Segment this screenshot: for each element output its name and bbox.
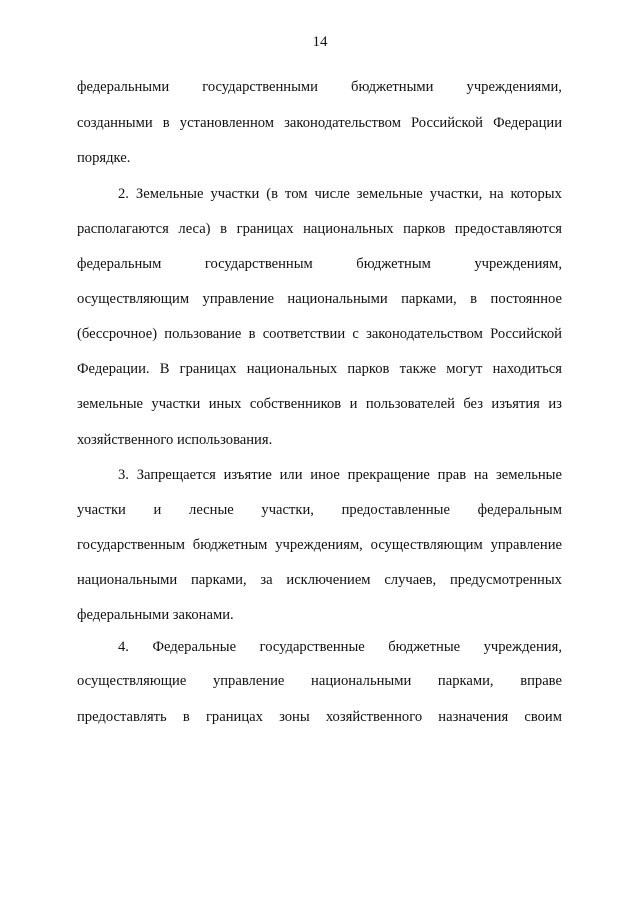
text-line — [118, 465, 562, 485]
word: изъятие — [223, 467, 272, 483]
word: учреждения, — [483, 639, 562, 655]
word: государственными — [202, 79, 318, 95]
page-number: 14 — [312, 34, 328, 50]
word: управление — [202, 291, 274, 307]
word: и — [153, 502, 162, 518]
word: за — [260, 572, 273, 588]
word: 2. — [118, 186, 129, 202]
word: учреждениям, — [474, 256, 562, 272]
word: которых — [510, 186, 562, 202]
word: федеральным — [477, 502, 562, 518]
word: 4. — [118, 639, 129, 655]
word: законодательством — [284, 115, 401, 131]
word: располагаются — [77, 221, 169, 237]
word: границах — [179, 361, 237, 377]
word: федеральным — [77, 256, 162, 272]
word: Федерации. — [77, 361, 150, 377]
word: собственников — [249, 396, 342, 412]
word: парков — [347, 361, 390, 377]
word: Запрещается — [136, 467, 216, 483]
word: границах — [205, 709, 263, 725]
word: парками, — [401, 291, 457, 307]
word: национальными — [77, 572, 178, 588]
word: прекращение — [347, 467, 430, 483]
word: участки — [77, 502, 126, 518]
word: В — [159, 361, 170, 377]
text-line: порядке. — [77, 150, 131, 166]
text-line — [77, 394, 562, 414]
word: пользователей — [365, 396, 455, 412]
word: земельные — [495, 467, 562, 483]
text-line — [77, 77, 562, 97]
word: участки — [210, 186, 260, 202]
word: соответствии — [262, 326, 346, 342]
word: учреждениям, — [275, 537, 363, 553]
word: с — [352, 326, 359, 342]
text-line — [77, 289, 562, 309]
word: (в — [266, 186, 279, 202]
word: в — [182, 709, 190, 725]
word: национальных — [303, 221, 394, 237]
text-line — [77, 671, 562, 691]
word: границах — [236, 221, 294, 237]
word: федеральными — [77, 79, 170, 95]
word: находиться — [492, 361, 562, 377]
word: земельные — [77, 396, 143, 412]
word: также — [399, 361, 437, 377]
word: назначения — [438, 709, 509, 725]
word: без — [463, 396, 483, 412]
word: Российской — [411, 115, 483, 131]
word: зоны — [279, 709, 310, 725]
text-line — [77, 570, 562, 590]
word: установленном — [179, 115, 275, 131]
word: предоставлять — [77, 709, 167, 725]
word: предусмотренных — [449, 572, 562, 588]
word: лесные — [189, 502, 234, 518]
word: государственным — [204, 256, 313, 272]
word: созданными — [77, 115, 153, 131]
word: Земельные — [135, 186, 204, 202]
word: том — [285, 186, 308, 202]
word: или — [279, 467, 303, 483]
word: парков — [403, 221, 446, 237]
word: осуществляющим — [370, 537, 483, 553]
word: осуществляющие — [77, 673, 187, 689]
word: изъятия — [491, 396, 540, 412]
text-line — [118, 184, 562, 204]
text-line: хозяйственного использования. — [77, 432, 273, 448]
word: предоставляются — [454, 221, 562, 237]
word: могут — [446, 361, 483, 377]
text-line — [77, 500, 562, 520]
word: управление — [212, 673, 285, 689]
word: в — [248, 326, 256, 342]
text-line — [77, 324, 562, 344]
text-line — [77, 113, 562, 133]
word: парками, — [190, 572, 247, 588]
word: случаев, — [384, 572, 437, 588]
text-line — [77, 254, 562, 274]
word: предоставленные — [341, 502, 450, 518]
text-line — [77, 535, 562, 555]
word: национальных — [246, 361, 338, 377]
word: хозяйственного — [325, 709, 423, 725]
word: иных — [208, 396, 242, 412]
text-line — [118, 637, 562, 657]
word: иное — [310, 467, 340, 483]
word: вправе — [520, 673, 562, 689]
word: на — [473, 467, 489, 483]
word: и — [349, 396, 358, 412]
word: национальными — [287, 291, 388, 307]
word: бюджетными — [351, 79, 434, 95]
word: в — [220, 221, 228, 237]
word: в — [470, 291, 478, 307]
word: из — [548, 396, 562, 412]
text-line — [77, 219, 562, 239]
word: участки, — [429, 186, 483, 202]
word: своим — [524, 709, 562, 725]
text-line — [77, 359, 562, 379]
word: исключением — [286, 572, 371, 588]
word: участки, — [261, 502, 314, 518]
word: леса) — [178, 221, 211, 237]
word: Российской — [490, 326, 562, 342]
word: земельные — [356, 186, 423, 202]
word: законодательством — [366, 326, 483, 342]
word: на — [489, 186, 504, 202]
text-line: федеральными законами. — [77, 607, 234, 623]
word: Федеральные — [152, 639, 237, 655]
word: Федерации — [493, 115, 562, 131]
word: управление — [490, 537, 562, 553]
word: учреждениями, — [466, 79, 562, 95]
word: национальными — [311, 673, 412, 689]
word: постоянное — [490, 291, 562, 307]
word: бюджетным — [192, 537, 268, 553]
word: участки — [151, 396, 201, 412]
word: бюджетным — [356, 256, 431, 272]
word: бюджетные — [388, 639, 461, 655]
word: в — [162, 115, 170, 131]
word: парками, — [437, 673, 494, 689]
word: (бессрочное) — [77, 326, 158, 342]
word: прав — [437, 467, 467, 483]
word: 3. — [118, 467, 129, 483]
word: государственным — [77, 537, 185, 553]
text-line — [77, 707, 562, 727]
word: государственные — [259, 639, 365, 655]
word: числе — [314, 186, 350, 202]
word: осуществляющим — [77, 291, 190, 307]
word: пользование — [164, 326, 242, 342]
